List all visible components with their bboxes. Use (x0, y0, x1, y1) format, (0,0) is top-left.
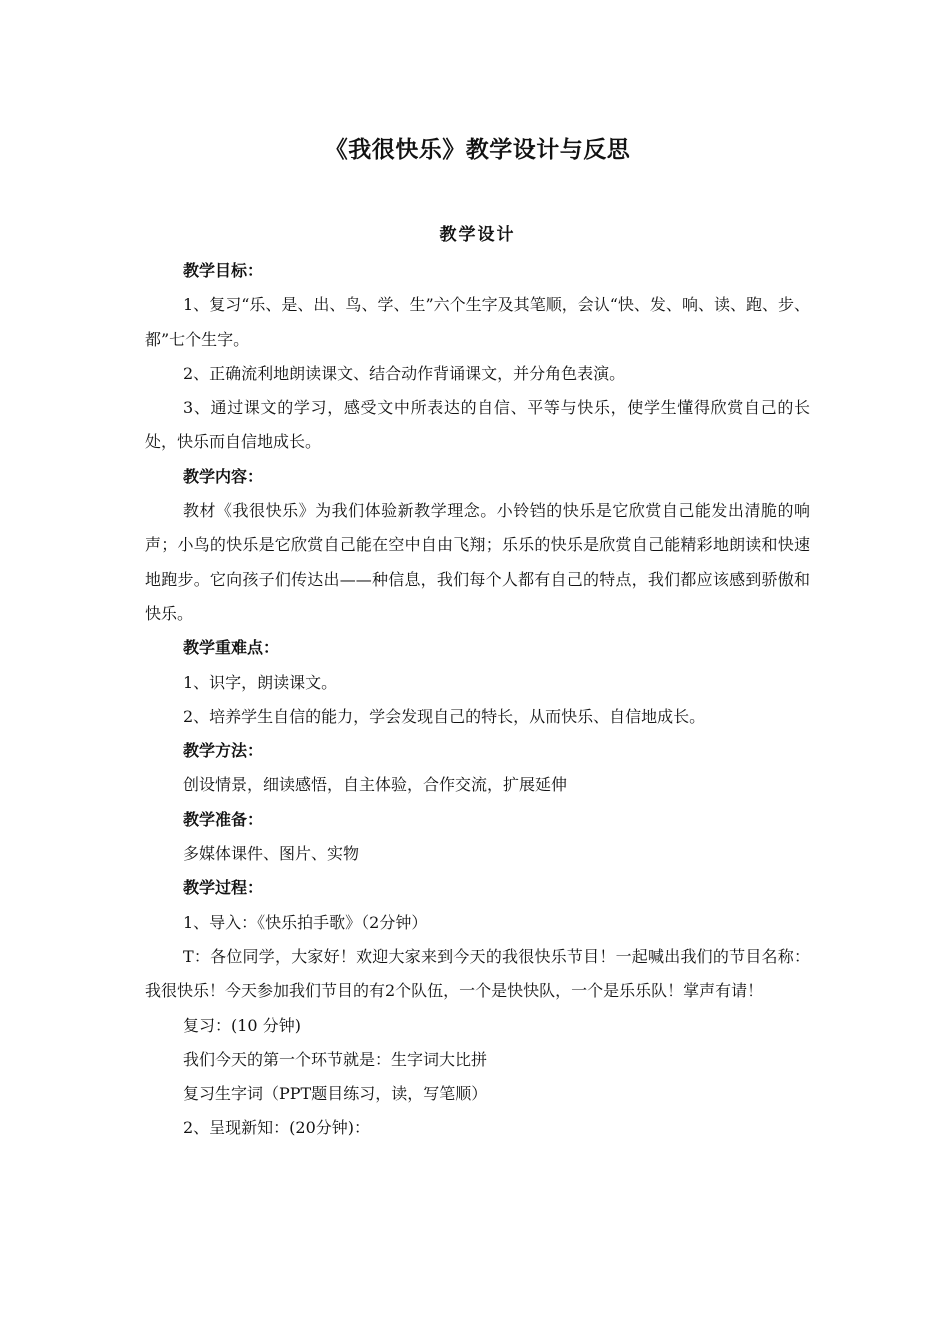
paragraph: 多媒体课件、图片、实物 (183, 844, 360, 864)
paragraph: 1、复习“乐、是、出、鸟、学、生”六个生字及其笔顺，会认“快、发、响、读、跑、步、都”七个生字。 (145, 295, 810, 349)
paragraph: 教材《我很快乐》为我们体验新教学理念。小铃铛的快乐是它欣赏自己能发出清脆的响声；小鸟的快乐是它欣赏自己能在空中自由飞翔；乐乐的快乐是欣赏自己能精彩地朗读和快速地跑步。它向孩子们传达出——种信息，我们每个人都有自己的特点，我们都应该感到骄傲和快乐。 (145, 501, 810, 623)
paragraph: 3、通过课文的学习，感受文中所表达的自信、平等与快乐，使学生懂得欣赏自己的长处，快乐而自信地成长。 (145, 398, 810, 452)
paragraph: 2、呈现新知：(20分钟)： (183, 1118, 371, 1138)
paragraph: 1、导入：《快乐拍手歌》（2分钟） (183, 912, 428, 932)
paragraph: 我们今天的第一个环节就是：生字词大比拼 (183, 1049, 488, 1069)
paragraph: 1、识字，朗读课文。 (183, 672, 338, 692)
section-heading: 教学方法： (183, 741, 264, 761)
paragraph: T：各位同学，大家好！欢迎大家来到今天的我很快乐节目！一起喊出我们的节目名称：我很快乐！今天参加我们节目的有2个队伍，一个是快快队，一个是乐乐队！掌声有请！ (145, 946, 810, 1001)
section-heading: 教学内容： (183, 466, 264, 486)
paragraph: 2、培养学生自信的能力，学会发现自己的特长，从而快乐、自信地成长。 (183, 706, 706, 726)
section-title: 教学设计 (439, 225, 516, 245)
paragraph: 创设情景，细读感悟，自主体验，合作交流，扩展延伸 (183, 775, 568, 795)
document-title: 《我很快乐》教学设计与反思 (324, 137, 631, 163)
paragraph: 2、正确流利地朗读课文、结合动作背诵课文，并分角色表演。 (183, 363, 626, 383)
section-heading: 教学准备： (183, 809, 264, 829)
paragraph: 复习：(10 分钟) (183, 1015, 301, 1035)
section-heading: 教学过程： (183, 878, 264, 898)
document-body (145, 254, 810, 1146)
section-heading: 教学重难点： (183, 638, 280, 658)
section-heading: 教学目标： (183, 261, 264, 280)
paragraph: 复习生字词（PPT题目练习，读，写笔顺） (183, 1084, 488, 1104)
